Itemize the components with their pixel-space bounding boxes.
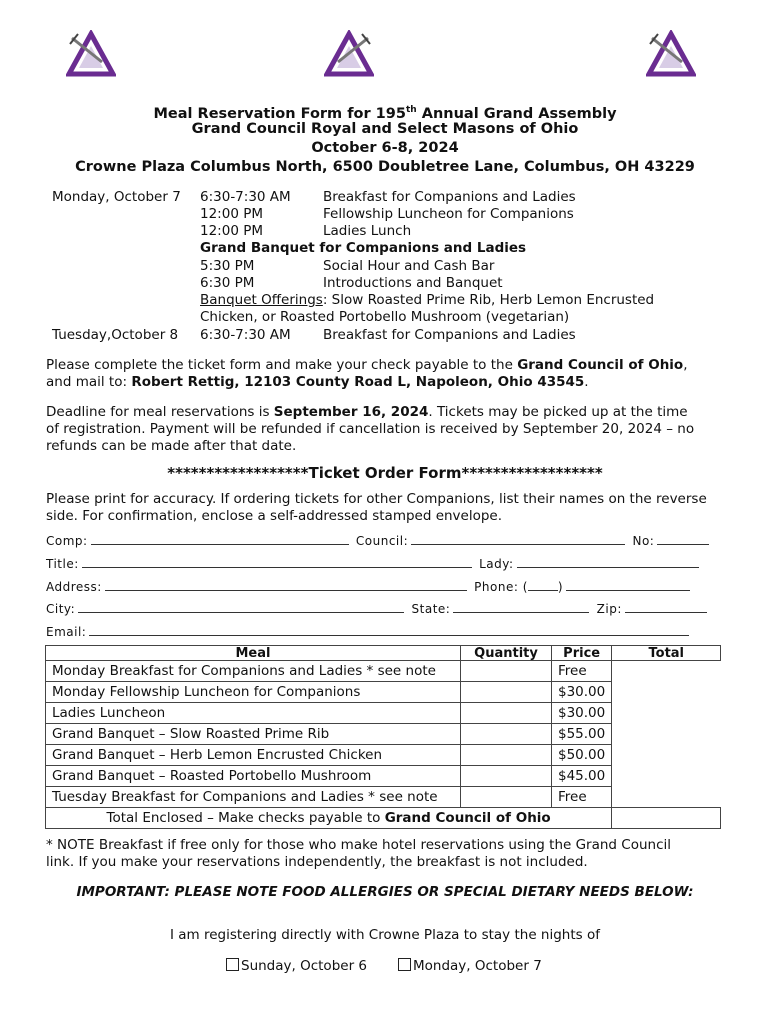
- order-form-intro: Please print for accuracy. If ordering tickets for other Companions, list their names on the reverse side. For confirmation, enclose a self-addressed stamped envelope.: [46, 491, 707, 524]
- quantity-cell[interactable]: [461, 787, 552, 808]
- meal-header: Meal: [46, 646, 461, 661]
- field-row-email: [46, 624, 692, 639]
- schedule-time: 6:30-7:30 AM: [200, 327, 291, 343]
- address-label: Address:: [46, 580, 102, 594]
- no-label: No:: [632, 534, 655, 548]
- payment-instructions: Please complete the ticket form and make your check payable to the Grand Council of Ohio, and mail to: Robert Rettig, 12103 County Road L, Napoleon, Ohio 43545.: [46, 357, 688, 390]
- schedule-time: 6:30-7:30 AM: [200, 189, 291, 205]
- price-cell: $30.00: [552, 703, 612, 724]
- city-field[interactable]: [78, 601, 404, 613]
- breakfast-note: * NOTE Breakfast if free only for those who make hotel reservations using the Grand Council link. If you make your reservations independently, the breakfast is not included.: [46, 837, 672, 870]
- deadline-instructions: Deadline for meal reservations is September 16, 2024. Tickets may be picked up at the time of registration. Payment will be refunded if cancellation is received by September 20, 2024 – no refunds can be made after that date.: [46, 404, 695, 454]
- allergy-notice: IMPORTANT: PLEASE NOTE FOOD ALLERGIES OR SPECIAL DIETARY NEEDS BELOW:: [76, 884, 694, 900]
- zip-field[interactable]: [625, 601, 707, 613]
- meal-order-table: [45, 645, 721, 829]
- state-label: State:: [411, 602, 451, 616]
- organization-title: Grand Council Royal and Select Masons of Ohio: [191, 121, 579, 137]
- schedule-day-tuesday: Tuesday,October 8: [52, 327, 179, 343]
- total-enclosed-cell[interactable]: [612, 808, 721, 829]
- schedule-event: Ladies Lunch: [323, 223, 412, 239]
- phone-field[interactable]: [566, 579, 690, 591]
- price-cell: $50.00: [552, 745, 612, 766]
- field-row-city: [46, 601, 710, 616]
- form-title: Meal Reservation Form for 195th Annual Grand Assembly: [153, 105, 617, 122]
- venue-address: Crowne Plaza Columbus North, 6500 Doubletree Lane, Columbus, OH 43229: [75, 159, 695, 175]
- schedule-event: Introductions and Banquet: [323, 275, 503, 291]
- masonic-emblem-icon: [66, 30, 116, 78]
- banquet-offerings-cont: Chicken, or Roasted Portobello Mushroom (vegetarian): [200, 309, 570, 325]
- comp-field[interactable]: [91, 533, 349, 545]
- quantity-cell[interactable]: [461, 682, 552, 703]
- sunday-option[interactable]: [226, 958, 367, 974]
- price-cell: Free: [552, 787, 612, 808]
- title-field[interactable]: [82, 556, 472, 568]
- field-row-title: [46, 556, 702, 571]
- masonic-emblem-icon: [324, 30, 374, 78]
- price-cell: $45.00: [552, 766, 612, 787]
- masonic-emblem-icon: [646, 30, 696, 78]
- schedule-time: 6:30 PM: [200, 275, 255, 291]
- total-column-blank: [612, 661, 721, 808]
- zip-label: Zip:: [596, 602, 622, 616]
- total-enclosed-row: [46, 808, 721, 829]
- table-header-row: [46, 646, 721, 661]
- schedule-event: Fellowship Luncheon for Companions: [323, 206, 574, 222]
- council-label: Council:: [355, 534, 409, 548]
- meal-name: Grand Banquet – Herb Lemon Encrusted Chicken: [46, 745, 461, 766]
- sunday-label: Sunday, October 6: [241, 958, 368, 974]
- schedule-day-monday: Monday, October 7: [52, 189, 181, 205]
- field-row-address: [46, 579, 693, 594]
- price-cell: $55.00: [552, 724, 612, 745]
- quantity-header: Quantity: [461, 646, 552, 661]
- meal-name: Monday Fellowship Luncheon for Companions: [46, 682, 461, 703]
- schedule-event: Social Hour and Cash Bar: [323, 258, 495, 274]
- meal-name: Tuesday Breakfast for Companions and Ladies * see note: [46, 787, 461, 808]
- event-dates: October 6-8, 2024: [311, 140, 459, 156]
- price-header: Price: [552, 646, 612, 661]
- price-cell: $30.00: [552, 682, 612, 703]
- schedule-time: 12:00 PM: [200, 223, 263, 239]
- quantity-cell[interactable]: [461, 661, 552, 682]
- city-label: City:: [46, 602, 76, 616]
- quantity-cell[interactable]: [461, 724, 552, 745]
- schedule-event: Breakfast for Companions and Ladies: [323, 327, 576, 343]
- total-header: Total: [612, 646, 721, 661]
- hotel-registration-text: I am registering directly with Crowne Plaza to stay the nights of: [170, 927, 600, 943]
- state-field[interactable]: [453, 601, 589, 613]
- total-enclosed-label: Total Enclosed – Make checks payable to Grand Council of Ohio: [46, 808, 612, 829]
- quantity-cell[interactable]: [461, 703, 552, 724]
- no-field[interactable]: [657, 533, 709, 545]
- comp-label: Comp:: [46, 534, 88, 548]
- field-row-comp: [46, 533, 712, 548]
- council-field[interactable]: [411, 533, 625, 545]
- schedule-event: Breakfast for Companions and Ladies: [323, 189, 576, 205]
- address-field[interactable]: [105, 579, 467, 591]
- meal-name: Grand Banquet – Slow Roasted Prime Rib: [46, 724, 461, 745]
- meal-name: Ladies Luncheon: [46, 703, 461, 724]
- schedule-time: 12:00 PM: [200, 206, 263, 222]
- monday-label: Monday, October 7: [413, 958, 542, 974]
- phone-paren: ): [557, 580, 564, 594]
- order-form-heading: ******************Ticket Order Form******************: [167, 464, 603, 482]
- schedule-time: 5:30 PM: [200, 258, 255, 274]
- meal-name: Grand Banquet – Roasted Portobello Mushroom: [46, 766, 461, 787]
- lady-field[interactable]: [517, 556, 699, 568]
- quantity-cell[interactable]: [461, 766, 552, 787]
- quantity-cell[interactable]: [461, 745, 552, 766]
- lady-label: Lady:: [479, 557, 514, 571]
- monday-checkbox[interactable]: [398, 958, 411, 971]
- email-field[interactable]: [89, 624, 689, 636]
- meal-name: Monday Breakfast for Companions and Ladies * see note: [46, 661, 461, 682]
- sunday-checkbox[interactable]: [226, 958, 239, 971]
- banquet-heading: Grand Banquet for Companions and Ladies: [200, 240, 527, 256]
- table-row: [46, 661, 721, 682]
- banquet-offerings: Banquet Offerings: Slow Roasted Prime Rib, Herb Lemon Encrusted: [200, 292, 655, 308]
- phone-area-field[interactable]: [528, 579, 558, 591]
- title-label: Title:: [46, 557, 79, 571]
- price-cell: Free: [552, 661, 612, 682]
- phone-label: Phone: (: [474, 580, 528, 594]
- monday-option[interactable]: [398, 958, 542, 974]
- email-label: Email:: [46, 625, 87, 639]
